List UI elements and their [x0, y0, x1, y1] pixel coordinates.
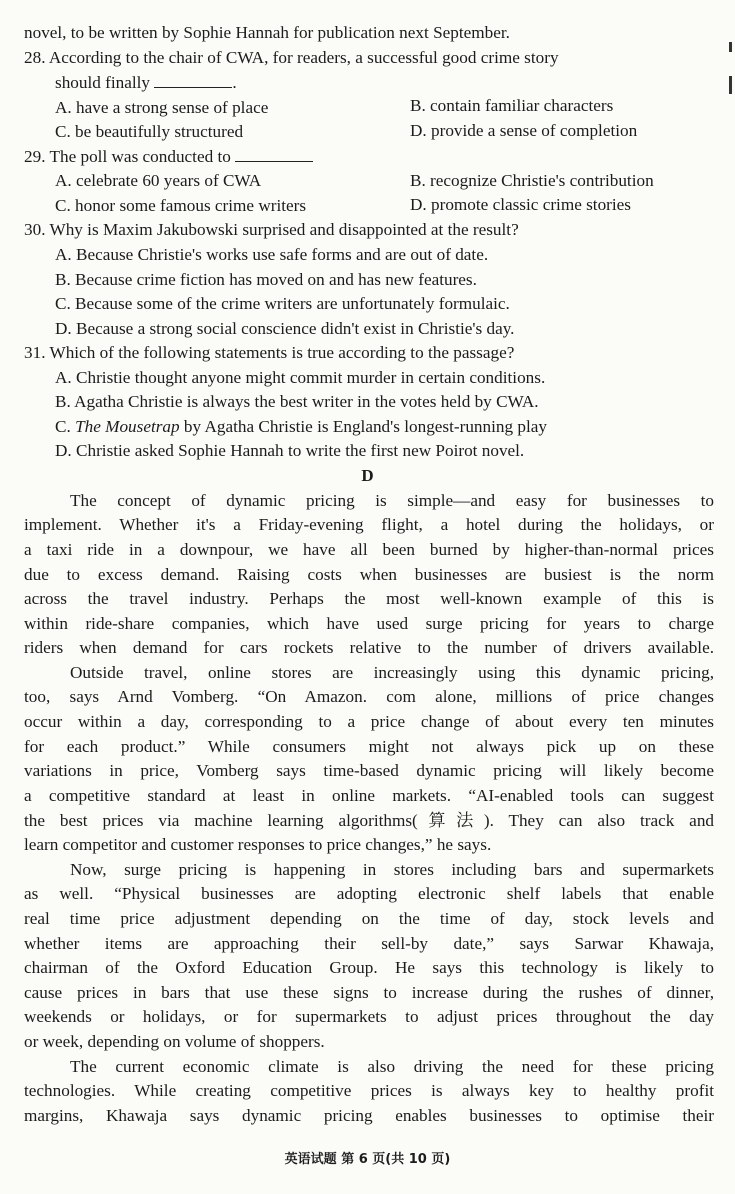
- passage-line: weekends or holidays, or for supermarkets to adjust prices throughout the day: [24, 1007, 714, 1026]
- scan-edge-mark: [729, 76, 732, 94]
- passage-line: or week, depending on volume of shoppers.: [24, 1032, 325, 1051]
- question-29-option-d: D. promote classic crime stories: [410, 195, 631, 214]
- passage-line: a taxi ride in a downpour, we have all been burned by higher-than-normal prices: [24, 540, 714, 559]
- question-28-stem-end: .: [232, 73, 237, 92]
- passage-line: real time price adjustment depending on the time of day, stock levels and: [24, 909, 714, 928]
- passage-line: cause prices in bars that use these signs to increase during the rushes of dinner,: [24, 983, 714, 1002]
- question-31-option-a: A. Christie thought anyone might commit murder in certain conditions.: [55, 368, 546, 387]
- passage-line: for each product.” While consumers might not always pick up on these: [24, 737, 714, 756]
- play-title: The Mousetrap: [75, 417, 180, 436]
- question-28-stem-continued: [55, 72, 237, 94]
- question-31-stem: 31. Which of the following statements is true according to the passage?: [24, 343, 515, 362]
- passage-line: variations in price, Vomberg says time-based dynamic pricing will likely become: [24, 761, 714, 780]
- question-29-stem-text: 29. The poll was conducted to: [24, 147, 231, 166]
- passage-line: a competitive standard at least in online markets. “AI-enabled tools can suggest: [24, 786, 714, 805]
- passage-line: implement. Whether it's a Friday-evening flight, a hotel during the holidays, or: [24, 515, 714, 534]
- answer-blank: [154, 73, 232, 88]
- question-29-stem: [24, 146, 313, 168]
- question-31-option-c: [55, 416, 547, 438]
- question-30-option-c: C. Because some of the crime writers are unfortunately formulaic.: [55, 294, 510, 313]
- question-30-option-a: A. Because Christie's works use safe forms and are out of date.: [55, 245, 489, 264]
- question-28-stem-cont-text: should finally: [55, 73, 151, 92]
- question-31-option-c-rest: by Agatha Christie is England's longest-running play: [179, 417, 547, 436]
- question-31-option-b: B. Agatha Christie is always the best writer in the votes held by CWA.: [55, 392, 539, 411]
- answer-blank: [235, 147, 313, 162]
- intro-line: novel, to be written by Sophie Hannah for publication next September.: [24, 23, 510, 42]
- question-30-stem: 30. Why is Maxim Jakubowski surprised and disappointed at the result?: [24, 220, 519, 239]
- question-28-stem: 28. According to the chair of CWA, for readers, a successful good crime story: [24, 48, 559, 67]
- question-30-option-d: D. Because a strong social conscience didn't exist in Christie's day.: [55, 319, 515, 338]
- question-31-option-d: D. Christie asked Sophie Hannah to write the first new Poirot novel.: [55, 441, 525, 460]
- section-d-heading: D: [361, 466, 374, 485]
- passage-line: due to excess demand. Raising costs when businesses are busiest is the norm: [24, 565, 714, 584]
- scan-edge-mark: [729, 42, 732, 52]
- passage-line: whether items are approaching their sell-by date,” says Sarwar Khawaja,: [24, 934, 714, 953]
- passage-line: the best prices via machine learning algorithms(算法). They can also track and: [24, 811, 714, 830]
- question-29-option-b: B. recognize Christie's contribution: [410, 171, 654, 190]
- passage-line: across the travel industry. Perhaps the most well-known example of this is: [24, 589, 714, 608]
- passage-line: The concept of dynamic pricing is simple—and easy for businesses to: [70, 491, 714, 510]
- passage-line: technologies. While creating competitive prices is always key to healthy profit: [24, 1081, 714, 1100]
- question-28-option-c: C. be beautifully structured: [55, 122, 244, 141]
- question-31-option-c-prefix: C.: [55, 417, 76, 436]
- passage-line: chairman of the Oxford Education Group. He says this technology is likely to: [24, 958, 714, 977]
- page-footer: 英语试题 第 6 页(共 10 页): [284, 1152, 451, 1167]
- passage-line: riders when demand for cars rockets relative to the number of drivers available.: [24, 638, 714, 657]
- passage-line: learn competitor and customer responses to price changes,” he says.: [24, 835, 492, 854]
- question-30-option-b: B. Because crime fiction has moved on and has new features.: [55, 270, 477, 289]
- passage-line: too, says Arnd Vomberg. “On Amazon. com alone, millions of price changes: [24, 687, 714, 706]
- question-29-option-c: C. honor some famous crime writers: [55, 196, 307, 215]
- question-28-option-d: D. provide a sense of completion: [410, 121, 638, 140]
- question-28-option-b: B. contain familiar characters: [410, 96, 614, 115]
- passage-line: The current economic climate is also driving the need for these pricing: [70, 1057, 714, 1076]
- passage-line: margins, Khawaja says dynamic pricing enables businesses to optimise their: [24, 1106, 714, 1125]
- passage-line: Now, surge pricing is happening in stores including bars and supermarkets: [70, 860, 714, 879]
- passage-line: Outside travel, online stores are increasingly using this dynamic pricing,: [70, 663, 714, 682]
- question-29-option-a: A. celebrate 60 years of CWA: [55, 171, 262, 190]
- question-28-option-a: A. have a strong sense of place: [55, 98, 269, 117]
- passage-line: occur within a day, corresponding to a price change of about every ten minutes: [24, 712, 714, 731]
- passage-line: as well. “Physical businesses are adopting electronic shelf labels that enable: [24, 884, 714, 903]
- passage-line: within ride-share companies, which have used surge pricing for years to charge: [24, 614, 714, 633]
